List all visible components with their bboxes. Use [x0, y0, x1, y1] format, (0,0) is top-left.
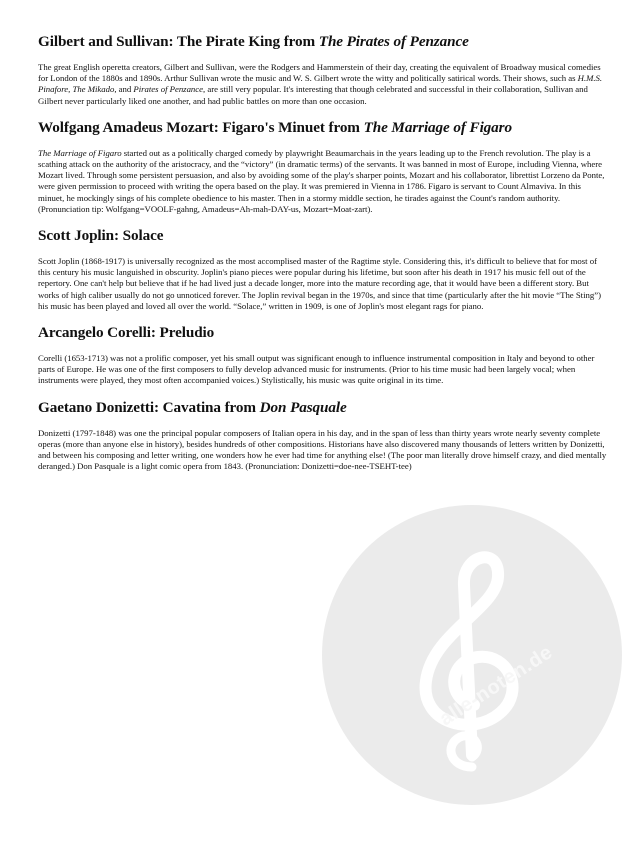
page-content	[38, 32, 608, 472]
section-gilbert-sullivan	[38, 32, 608, 107]
watermark	[322, 505, 622, 805]
section-body: The Marriage of Figaro started out as a politically charged comedy by playwright Beaumarchais in the years leading up to the French revolution. The play is a scathing attack on the authority of the aristocracy, and the “victory” (in dramatic terms) of the servants. It was banned in most of Europe, including Vienna, where Mozart lived. Through some persistent persuasion, and also by avoiding some of the play's sharper points, Mozart and his collaborator, librettist Lorzeno da Ponte, were given permission to proceed with writing the opera based on the play. It was premiered in Vienna in 1786. Figaro is servant to Count Almaviva. In this minuet, he mockingly sings of his complete obedience to his master. Then in a stormy middle section, he tirades against the Count's random authority. (Pronunciation tip: Wolfgang=VOOLF-gahng, Amadeus=Ah-mah-DAY-us, Mozart=Moat-zart).	[38, 147, 605, 214]
section-body: Corelli (1653-1713) was not a prolific composer, yet his small output was significant enough to influence instrumental composition in Italy and beyond to other parts of Europe. He was one of the first composers to fully develop advanced music for instruments. (Prior to his time music had been largely vocal; when instruments were played, they most often accompanied voices.) Stylistically, his music was quite original in its time.	[38, 353, 595, 386]
section-body: The great English operetta creators, Gilbert and Sullivan, were the Rodgers and Hammerstein of their day, creating the equivalent of Broadway musical comedies for London of the 1880s and 1890s. Arthur Sullivan wrote the music and W. S. Gilbert wrote the witty and politically satirical words. Their shows, such as H.M.S. Pinafore, The Mikado, and Pirates of Penzance, are still very popular. It's interesting that though celebrated and successful in their collaboration, Sullivan and Gilbert never particularly liked one another, and had public battles on more than one occasion.	[38, 62, 603, 106]
section-heading: Scott Joplin: Solace	[38, 227, 164, 245]
section-heading: Wolfgang Amadeus Mozart: Figaro's Minuet from The Marriage of Figaro	[38, 118, 512, 136]
treble-clef-icon	[322, 505, 622, 805]
section-donizetti	[38, 398, 608, 473]
watermark-text: alle-noten.de	[435, 641, 557, 731]
section-heading: Arcangelo Corelli: Preludio	[38, 324, 215, 342]
section-body: Scott Joplin (1868-1917) is universally recognized as the most accomplised master of the Ragtime style. Considering this, it's difficult to believe that for most of this century his music languished in obscurity. Joplin's piano pieces were popular during his lifetime, but soon after his death in 1917 his music fell out of the repertory. One can't help but believe that if he had lived just a decade longer, more into the mature recording age, that it would have been a different story. But works of high caliber usually do not go unnoticed forever. The Joplin revival began in the 1970s, and since that time (particularly after the hit movie “The Sting”) his music has been played and loved all over the world. “Solace,” written in 1909, is one of Joplin's most elegant rags for piano.	[38, 256, 601, 311]
section-mozart	[38, 118, 608, 215]
section-heading: Gilbert and Sullivan: The Pirate King from The Pirates of Penzance	[38, 33, 469, 50]
section-heading: Gaetano Donizetti: Cavatina from Don Pasquale	[38, 398, 347, 416]
section-corelli	[38, 323, 608, 387]
section-joplin	[38, 226, 608, 312]
section-body: Donizetti (1797-1848) was one the principal popular composers of Italian opera in his day, and in the span of less than thirty years wrote nearly seventy complete operas (more than anyone else in history), besides hundreds of other compositions. Historians have also discovered many thousands of letters written by Donizetti, and between his composing and letter writing, one wonders how he ever had time for anything else! (The poor man literally drove himself crazy, and died mentally deranged.) Don Pasquale is a light comic opera from 1843. (Pronunciation: Donizetti=doe-nee-TSEHT-tee)	[38, 427, 607, 472]
